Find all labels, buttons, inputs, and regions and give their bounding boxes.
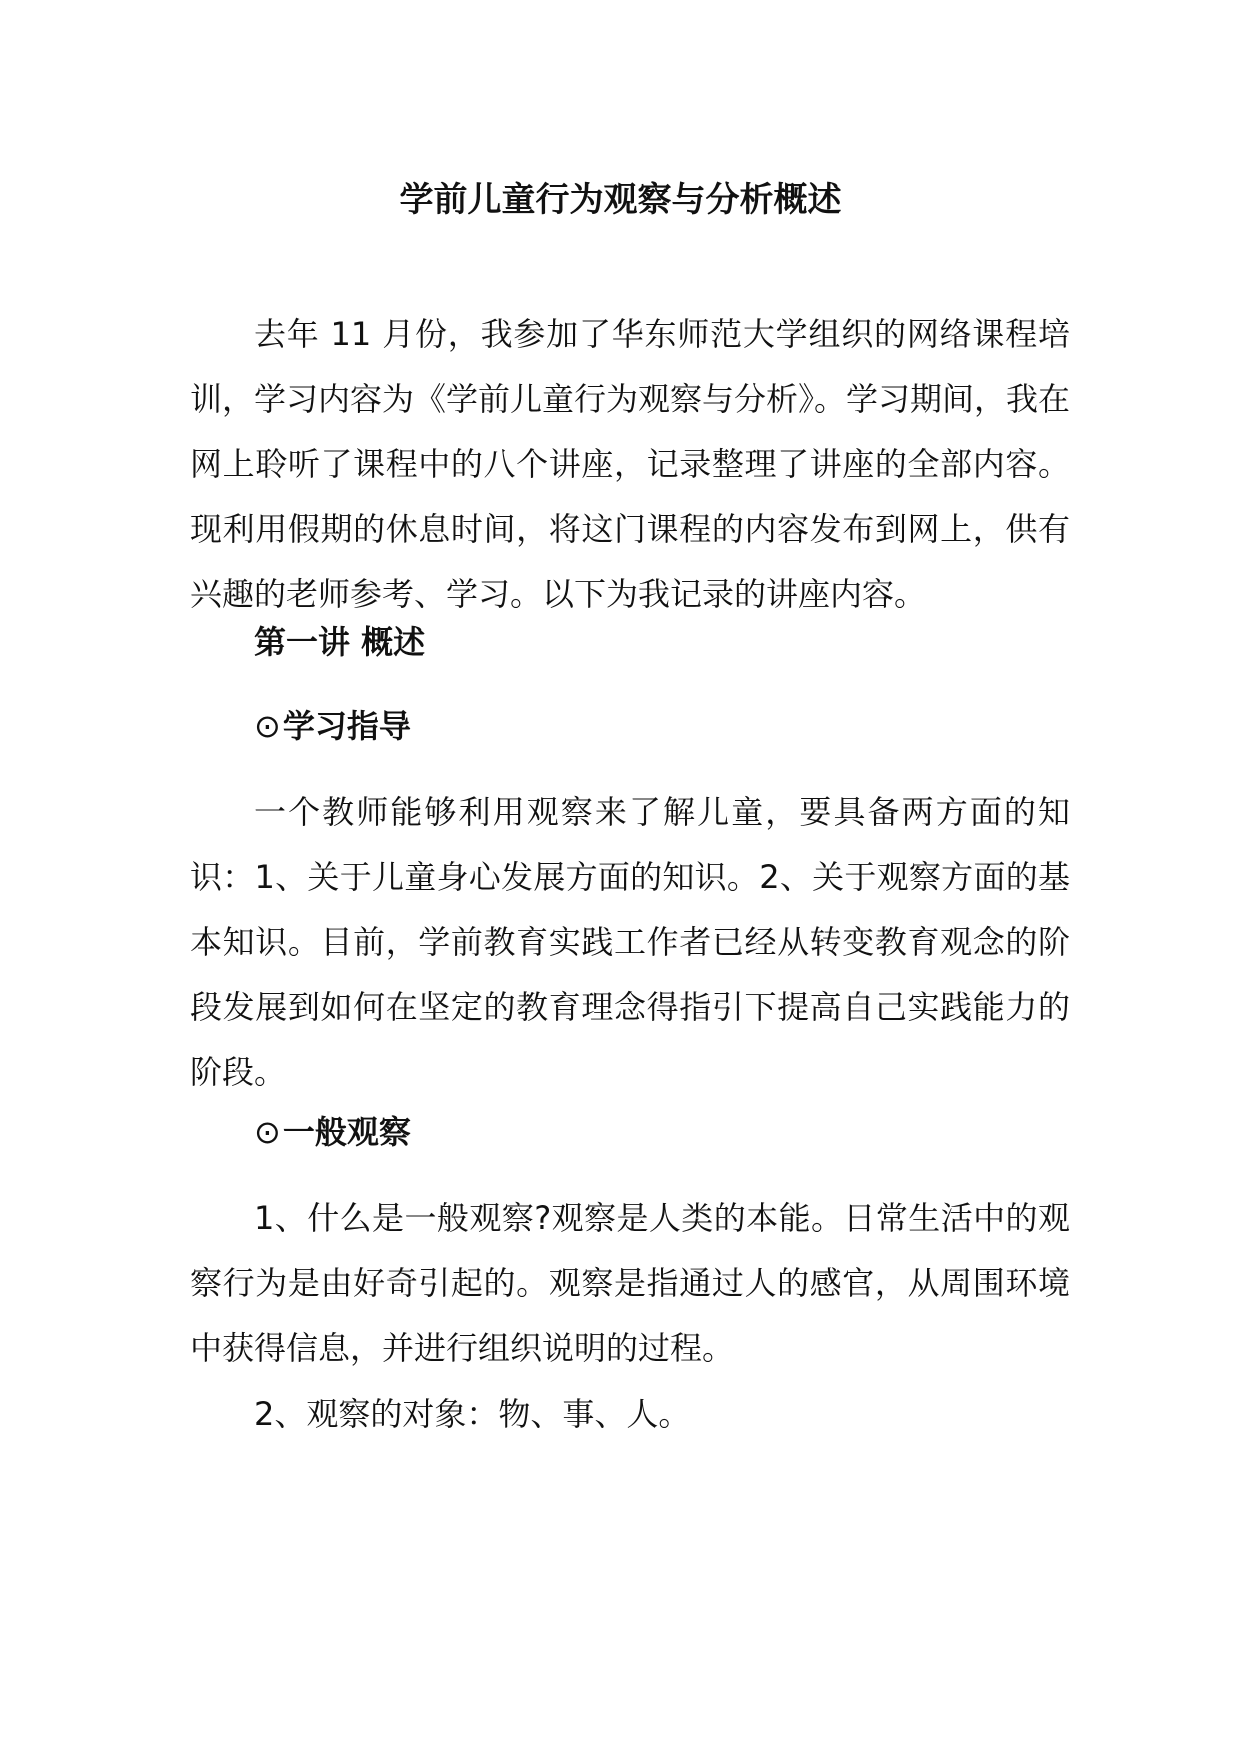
section-heading-label: 学习指导 [282, 707, 411, 745]
document-title: 学前儿童行为观察与分析概述 [399, 180, 842, 220]
lecture-heading: 第一讲 概述 [254, 623, 426, 661]
study-guide-paragraph: 一个教师能够利用观察来了解儿童，要具备两方面的知识：1、关于儿童身心发展方面的知识。2、关于观察方面的基本知识。目前，学前教育实践工作者已经从转变教育观念的阶段发展到如何在坚定的教育理念得指引下提高自己实践能力的阶段。 [190, 793, 1070, 1091]
circle-dot-icon: ⊙ [254, 707, 281, 745]
section-heading-general-observation [254, 1104, 411, 1160]
circle-dot-icon: ⊙ [254, 1113, 281, 1151]
section-heading-label: 一般观察 [282, 1113, 411, 1151]
intro-paragraph: 去年 11 月份，我参加了华东师范大学组织的网络课程培训，学习内容为《学前儿童行为观察与分析》。学习期间，我在网上聆听了课程中的八个讲座，记录整理了讲座的全部内容。现利用假期的休息时间，将这门课程的内容发布到网上，供有兴趣的老师参考、学习。以下为我记录的讲座内容。 [190, 315, 1071, 613]
section-heading-study-guide [254, 698, 411, 754]
general-observation-paragraph-1: 1、什么是一般观察?观察是人类的本能。日常生活中的观察行为是由好奇引起的。观察是指通过人的感官，从周围环境中获得信息，并进行组织说明的过程。 [190, 1199, 1070, 1367]
general-observation-paragraph-2: 2、观察的对象：物、事、人。 [254, 1395, 691, 1433]
